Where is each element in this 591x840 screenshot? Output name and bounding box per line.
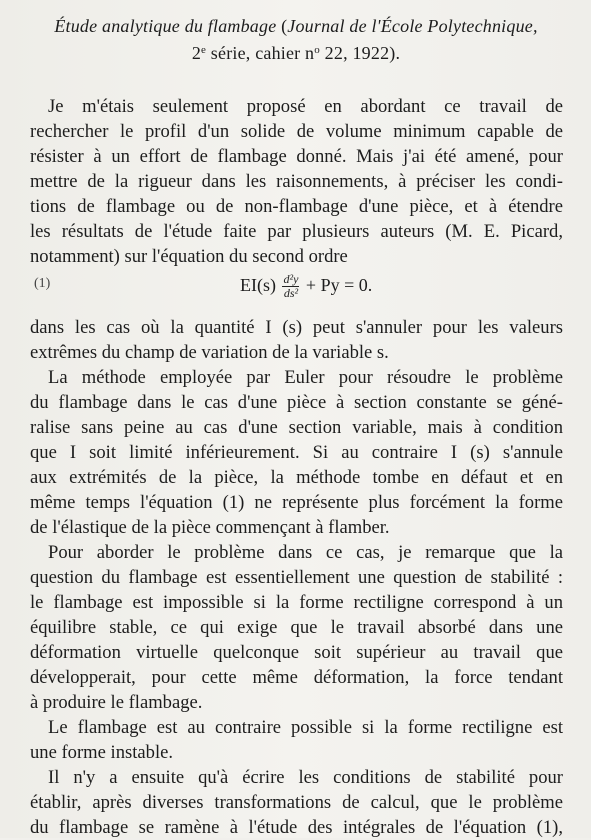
text-line: ralise sans peine au cas d'une section variable, mais à condition bbox=[30, 417, 563, 438]
text-line: question du flambage est essentiellement une question de stabilité : bbox=[30, 567, 563, 588]
text-line: déformation virtuelle quelconque soit supérieur au travail que bbox=[30, 642, 563, 663]
fraction-numerator: d²y bbox=[283, 272, 299, 287]
text-line: extrêmes du champ de variation de la variable s. bbox=[30, 342, 389, 363]
reference-header bbox=[30, 14, 562, 65]
text-line: résister à un effort de flambage donné. Mais j'ai été amené, pour bbox=[30, 146, 563, 167]
text-line: établir, après diverses transformations de calcul, que le problème bbox=[30, 792, 563, 813]
text-line: que I soit limité inférieurement. Si au contraire I (s) s'annule bbox=[30, 442, 563, 463]
text-line: une forme instable. bbox=[30, 742, 174, 763]
number-superscript: o bbox=[314, 44, 320, 56]
text-line: dans les cas où la quantité I (s) peut s'annuler pour les valeurs bbox=[30, 317, 563, 338]
text-line: équilibre stable, ce qui exige que le travail absorbé dans une bbox=[30, 617, 563, 638]
text-line: Pour aborder le problème dans ce cas, je remarque que la bbox=[48, 542, 563, 563]
reference-title: Étude analytique du flambage bbox=[54, 16, 277, 36]
text-line: du flambage se ramène à l'étude des intégrales de l'équation (1), bbox=[30, 817, 563, 838]
text-line: notamment) sur l'équation du second ordre bbox=[30, 246, 348, 267]
reference-journal: Journal de l'École Polytechnique, bbox=[287, 16, 538, 36]
text-line: développerait, pour cette même déformation, la force tendant bbox=[30, 667, 563, 688]
reference-paren: ( bbox=[276, 16, 288, 36]
text-line: Il n'y a ensuite qu'à écrire les conditions de stabilité pour bbox=[48, 767, 563, 788]
text-line: Je m'étais seulement proposé en abordant ce travail de bbox=[48, 96, 563, 117]
reference-line-2 bbox=[30, 38, 562, 65]
issue-text: 22, 1922). bbox=[319, 43, 401, 63]
text-line: La méthode employée par Euler pour résoudre le problème bbox=[48, 367, 563, 388]
fraction-denominator: ds² bbox=[283, 286, 299, 301]
equation-number: (1) bbox=[34, 276, 51, 291]
equation-body bbox=[240, 270, 372, 300]
equation-right: + Py = 0. bbox=[305, 275, 373, 295]
series-text: série, cahier n bbox=[206, 43, 315, 63]
text-line: Le flambage est au contraire possible si la forme rectiligne est bbox=[48, 717, 563, 738]
text-line: même temps l'équation (1) ne représente plus forcément la forme bbox=[30, 492, 563, 513]
text-line: à produire le flambage. bbox=[30, 692, 203, 713]
text-line: de l'élastique de la pièce commençant à flamber. bbox=[30, 517, 390, 538]
text-line: mettre de la rigueur dans les raisonnements, à préciser les condi- bbox=[30, 171, 563, 192]
text-line: les résultats de l'étude faite par plusieurs auteurs (M. E. Picard, bbox=[30, 221, 563, 242]
series-number: 2 bbox=[191, 43, 202, 63]
text-line: du flambage dans le cas d'une pièce à section constante se géné- bbox=[30, 392, 563, 413]
series-superscript: e bbox=[201, 44, 207, 56]
text-line: rechercher le profil d'un solide de volume minimum capable de bbox=[30, 121, 563, 142]
equation-1 bbox=[30, 270, 563, 300]
reference-line-1 bbox=[30, 14, 562, 38]
equation-left: EI(s) bbox=[240, 275, 276, 295]
equation-fraction bbox=[282, 273, 299, 300]
text-line: le flambage est impossible si la forme rectiligne correspond à un bbox=[30, 592, 563, 613]
text-line: tions de flambage ou de non-flambage d'une pièce, et à étendre bbox=[30, 196, 563, 217]
text-line: aux extrémités de la pièce, la méthode tombe en défaut et en bbox=[30, 467, 563, 488]
